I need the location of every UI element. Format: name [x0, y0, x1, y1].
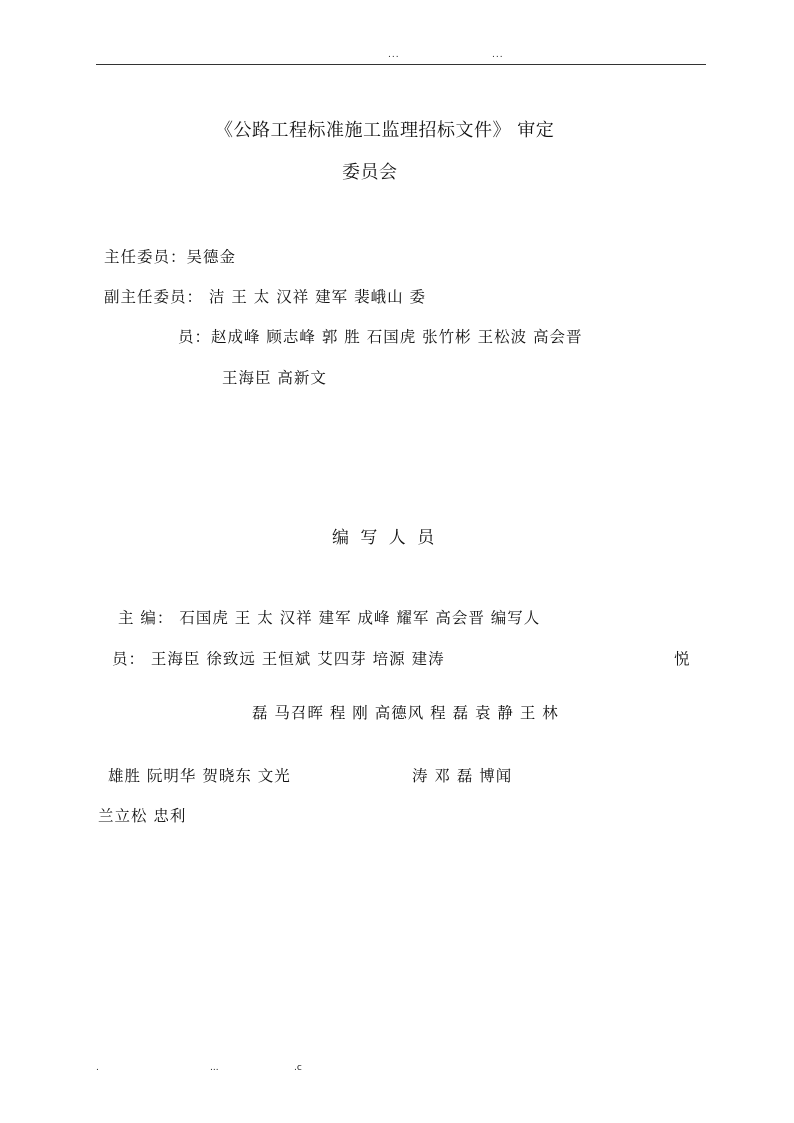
footer-marker-middle: ... — [210, 1063, 219, 1073]
committee-vice-director: 副主任委员： 洁 王 太 汉祥 建军 裴峨山 委 — [104, 288, 426, 306]
header-marker-right: ... — [492, 50, 504, 60]
header-marker-left: ... — [388, 50, 400, 60]
committee-members-line-1: 员：赵成峰 顾志峰 郭 胜 石国虎 张竹彬 王松波 高会晋 — [178, 328, 583, 346]
writers-line-5: 兰立松 忠利 — [98, 807, 187, 825]
header-rule — [96, 64, 706, 65]
writers-line-2-tail: 悦 — [674, 650, 691, 668]
document-subtitle: 委员会 — [342, 162, 398, 183]
footer-marker-right: .c — [294, 1063, 302, 1073]
writers-line-4-tail: 涛 邓 磊 博闻 — [412, 767, 513, 785]
footer-marker-left: . — [96, 1063, 99, 1073]
committee-director: 主任委员：吴德金 — [104, 248, 237, 266]
committee-members-line-2: 王海臣 高新文 — [222, 369, 327, 387]
writers-line-1: 主 编： 石国虎 王 太 汉祥 建军 成峰 耀军 高会晋 编写人 — [118, 609, 541, 627]
writers-heading: 编 写 人 员 — [332, 528, 438, 548]
writers-line-2: 员： 王海臣 徐致远 王恒斌 艾四芽 培源 建涛 — [112, 650, 445, 668]
writers-line-3: 磊 马召晖 程 刚 高德风 程 磊 袁 静 王 林 — [252, 704, 559, 722]
writers-line-4: 雄胜 阮明华 贺晓东 文光 — [108, 767, 291, 785]
document-title: 《公路工程标准施工监理招标文件》 审定 — [215, 120, 555, 141]
